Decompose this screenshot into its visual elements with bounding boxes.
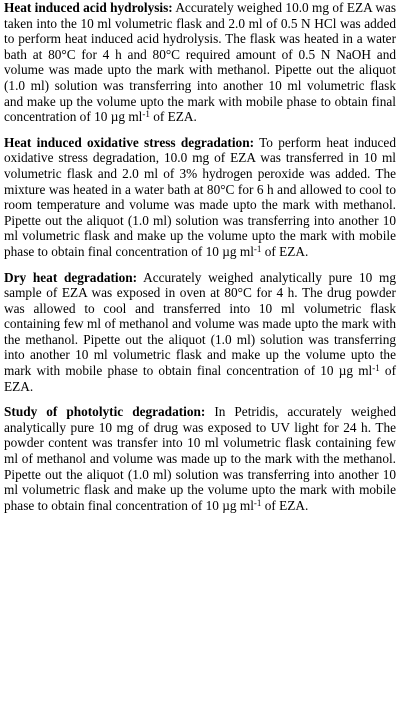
body-photolytic-degradation: In Petridis, accurately weighed analytically pure 10 mg of drug was exposed to UV light for 24 h. The powder content was transfer into 10 ml volumetric flask containing few ml of methanol and volume was made up to the mark with the methanol. Pipette out the aliquot (1.0 ml) solution was transferring into another 10 ml volumetric flask and make up the volume upto the mark with mobile phase to obtain final concentration of 10 µg ml <box>4 404 396 513</box>
heading-photolytic-degradation: Study of photolytic degradation: <box>4 404 206 420</box>
superscript-unit: -1 <box>142 109 150 120</box>
superscript-unit: -1 <box>372 363 380 374</box>
document-page <box>4 0 396 513</box>
superscript-unit: -1 <box>253 497 262 508</box>
paragraph-acid-hydrolysis <box>4 0 396 125</box>
superscript-unit: -1 <box>253 243 262 254</box>
tail-photolytic-degradation: of EZA. <box>261 497 309 513</box>
body-dry-heat-degradation: Accurately weighed analytically pure 10 mg sample of EZA was exposed in oven at 80°C for 4 h. The drug powder was allowed to cool and transferred into 10 ml volumetric flask containing few ml of methanol and volume was made upto the mark with the methanol. Pipette out the aliquot (1.0 ml) solution was transferring into another 10 ml volumetric flask and make up the volume upto the mark with mobile phase to obtain final concentration of 10 µg ml <box>4 269 397 379</box>
tail-acid-hydrolysis: of EZA. <box>149 109 197 125</box>
heading-acid-hydrolysis: Heat induced acid hydrolysis: <box>4 0 173 15</box>
heading-dry-heat-degradation: Dry heat degradation: <box>4 269 138 285</box>
paragraph-dry-heat-degradation <box>4 270 396 395</box>
tail-dry-heat-degradation: of EZA. <box>4 363 396 394</box>
paragraph-photolytic-degradation <box>4 404 396 513</box>
tail-oxidative-degradation: of EZA. <box>261 243 309 259</box>
body-acid-hydrolysis: Accurately weighed 10.0 mg of EZA was taken into the 10 ml volumetric flask and 2.0 ml of 0.5 N HCl was added to perform heat induced acid hydrolysis. The flask was heated in a water bath at 80°C for 4 h and 80°C required amount of 0.5 N NaOH and volume was made upto the mark with methanol. Pipette out the aliquot (1.0 ml) solution was transferring into another 10 ml volumetric flask and make up the volume upto the mark with mobile phase to obtain final concentration of 10 µg ml <box>4 0 396 125</box>
heading-oxidative-degradation: Heat induced oxidative stress degradation: <box>4 134 255 150</box>
paragraph-oxidative-degradation <box>4 135 396 260</box>
body-oxidative-degradation: To perform heat induced oxidative stress degradation, 10.0 mg of EZA was transferred in 10 ml volumetric flask and 2.0 ml of 3% hydrogen peroxide was added. The mixture was heated in a water bath at 80°C for 6 h and allowed to cool to room temperature and volume was made upto the mark with methanol. Pipette out the aliquot (1.0 ml) solution was transferring into another 10 ml volumetric flask and make up the volume upto the mark with mobile phase to obtain final concentration of 10 µg ml <box>4 134 396 259</box>
